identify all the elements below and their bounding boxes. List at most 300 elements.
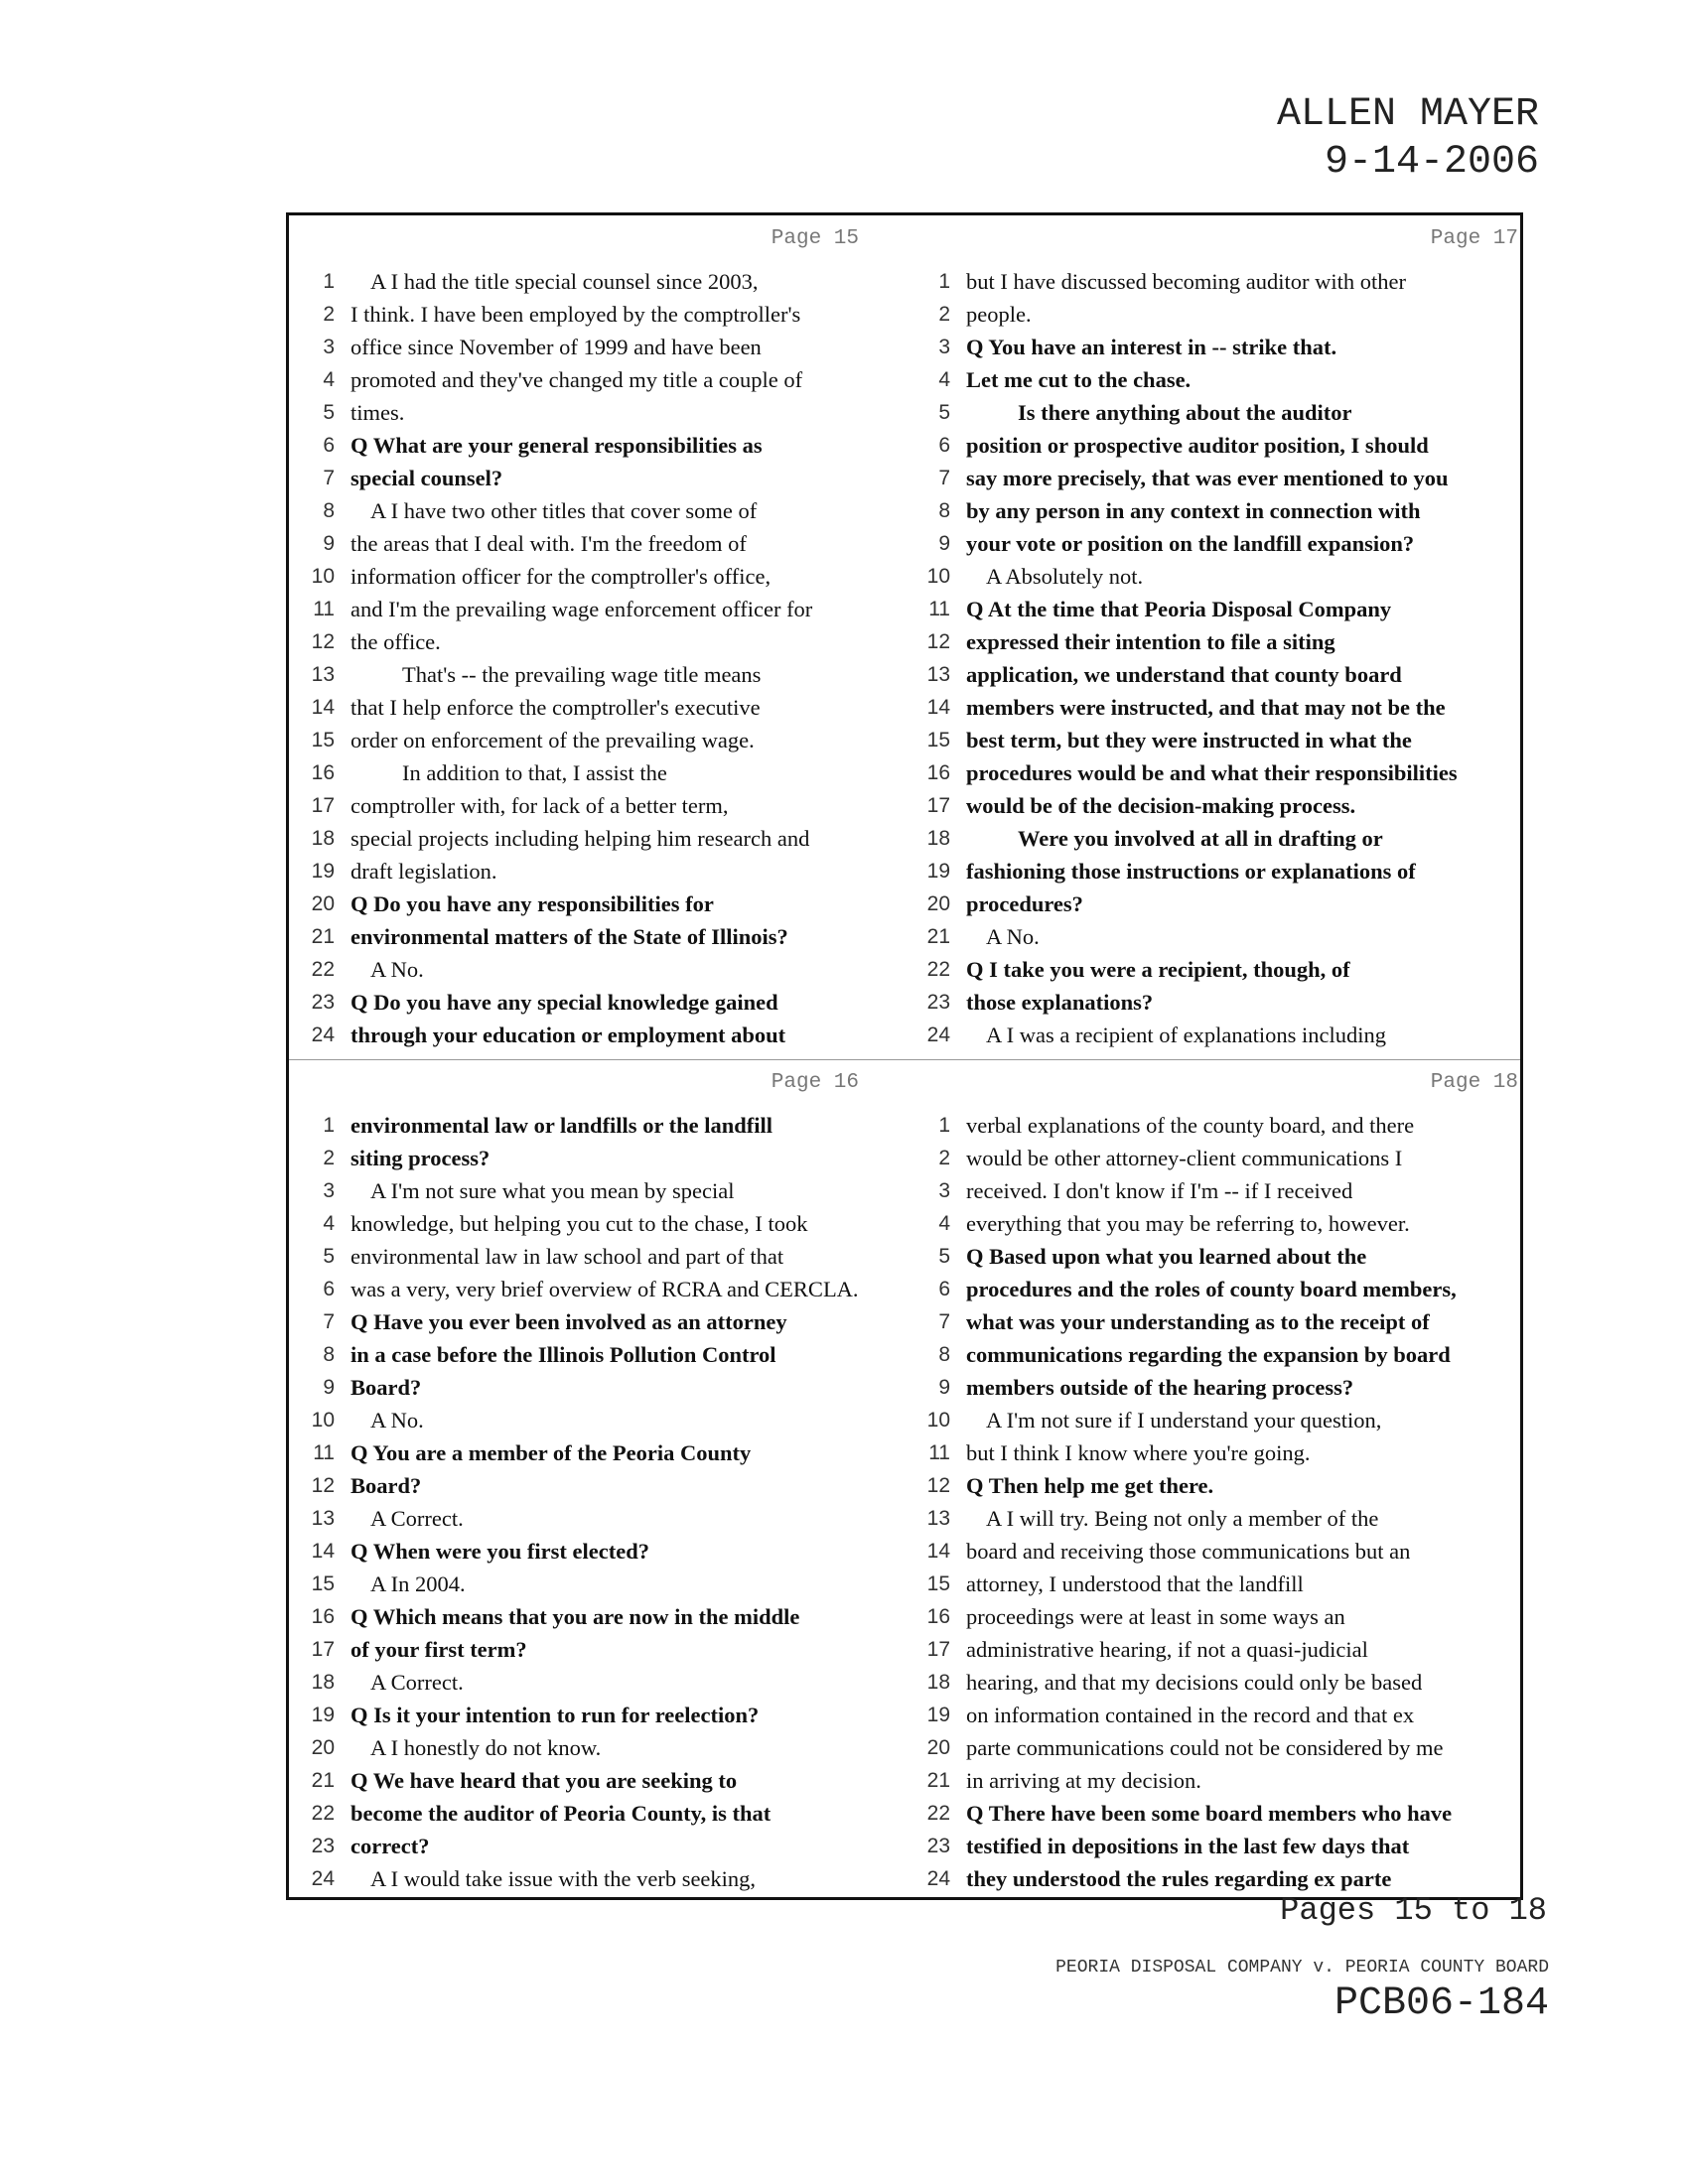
transcript-line — [911, 265, 1526, 298]
page-lines — [295, 1109, 911, 1895]
line-text: That's -- the prevailing wage title means — [402, 662, 762, 687]
line-text: everything that you may be referring to, however. — [966, 1211, 1410, 1236]
transcript-line — [911, 1797, 1526, 1830]
transcript-line — [295, 1273, 911, 1305]
transcript-page-16 — [295, 1065, 911, 1899]
line-number: 18 — [926, 1671, 950, 1694]
transcript-frame — [286, 212, 1523, 1900]
line-number: 1 — [323, 270, 335, 293]
line-text: A I would take issue with the verb seeking, — [370, 1866, 757, 1891]
transcript-line — [295, 756, 911, 789]
line-text: environmental law in law school and part of that — [351, 1244, 784, 1269]
case-caption: PEORIA DISPOSAL COMPANY v. PEORIA COUNTY BOARD — [1055, 1958, 1549, 1978]
transcript-line — [911, 298, 1526, 331]
transcript-line — [911, 1305, 1526, 1338]
line-text: A I honestly do not know. — [370, 1735, 602, 1760]
line-text: of your first term? — [351, 1637, 527, 1662]
line-number: 9 — [938, 532, 950, 555]
transcript-line — [295, 1207, 911, 1240]
line-text: In addition to that, I assist the — [402, 760, 667, 785]
line-number: 14 — [926, 1540, 950, 1563]
transcript-line — [911, 429, 1526, 462]
line-text: A Correct. — [370, 1506, 464, 1531]
line-number: 6 — [938, 434, 950, 457]
line-text: A I was a recipient of explanations including — [986, 1023, 1387, 1047]
transcript-line — [911, 1502, 1526, 1535]
line-number: 4 — [323, 1212, 335, 1235]
line-number: 16 — [311, 1605, 335, 1628]
line-text: times. — [351, 400, 405, 425]
transcript-line — [911, 986, 1526, 1019]
line-text: comptroller with, for lack of a better term, — [351, 793, 729, 818]
transcript-line — [295, 527, 911, 560]
line-number: 12 — [926, 630, 950, 653]
deposition-header — [1277, 91, 1539, 187]
line-text: Q You are a member of the Peoria County — [351, 1440, 752, 1465]
line-number: 5 — [323, 1245, 335, 1268]
line-text: received. I don't know if I'm -- if I received — [966, 1178, 1353, 1203]
transcript-line — [295, 953, 911, 986]
page-label: Page 15 — [771, 227, 859, 250]
transcript-line — [911, 1568, 1526, 1600]
transcript-line — [295, 625, 911, 658]
line-text: would be other attorney-client communications I — [966, 1146, 1403, 1170]
line-number: 2 — [938, 1147, 950, 1169]
line-text: knowledge, but helping you cut to the chase, I took — [351, 1211, 808, 1236]
line-number: 19 — [926, 860, 950, 883]
transcript-page-18 — [911, 1065, 1526, 1899]
line-text: on information contained in the record and that ex — [966, 1703, 1415, 1727]
line-text: and I'm the prevailing wage enforcement officer for — [351, 597, 813, 621]
transcript-line — [295, 724, 911, 756]
line-text: communications regarding the expansion by board — [966, 1342, 1451, 1367]
line-number: 2 — [323, 1147, 335, 1169]
transcript-line — [911, 1404, 1526, 1436]
transcript-line — [911, 724, 1526, 756]
line-number: 13 — [926, 663, 950, 686]
line-text: Q I take you were a recipient, though, of — [966, 957, 1350, 982]
line-number: 15 — [926, 729, 950, 751]
line-text: A Absolutely not. — [986, 564, 1144, 589]
transcript-line — [295, 1633, 911, 1666]
line-text: Q Do you have any special knowledge gained — [351, 990, 778, 1015]
transcript-line — [911, 593, 1526, 625]
transcript-line — [911, 1830, 1526, 1862]
line-number: 21 — [311, 925, 335, 948]
line-text: Board? — [351, 1375, 422, 1400]
line-number: 10 — [926, 565, 950, 588]
line-number: 19 — [311, 860, 335, 883]
line-number: 10 — [311, 565, 335, 588]
line-number: 6 — [323, 434, 335, 457]
line-number: 1 — [938, 1114, 950, 1137]
line-text: A No. — [986, 924, 1040, 949]
transcript-line — [295, 1019, 911, 1051]
line-number: 17 — [926, 1638, 950, 1661]
line-number: 24 — [311, 1024, 335, 1046]
line-text: the areas that I deal with. I'm the freedom of — [351, 531, 747, 556]
transcript-line — [295, 1502, 911, 1535]
transcript-line — [295, 1568, 911, 1600]
transcript-line — [295, 429, 911, 462]
line-text: promoted and they've changed my title a couple of — [351, 367, 803, 392]
page-range: Pages 15 to 18 — [1280, 1892, 1547, 1929]
transcript-line — [911, 1600, 1526, 1633]
line-text: special projects including helping him research and — [351, 826, 810, 851]
line-number: 11 — [313, 598, 335, 620]
transcript-line — [911, 691, 1526, 724]
line-number: 13 — [311, 663, 335, 686]
transcript-line — [295, 1797, 911, 1830]
line-number: 20 — [311, 892, 335, 915]
line-number: 3 — [323, 336, 335, 358]
line-text: verbal explanations of the county board, and there — [966, 1113, 1415, 1138]
line-text: board and receiving those communications but an — [966, 1539, 1411, 1564]
transcript-line — [295, 494, 911, 527]
transcript-line — [911, 756, 1526, 789]
line-number: 3 — [938, 1179, 950, 1202]
line-number: 16 — [926, 1605, 950, 1628]
line-number: 7 — [938, 1310, 950, 1333]
line-number: 13 — [926, 1507, 950, 1530]
line-number: 14 — [311, 1540, 335, 1563]
transcript-line — [911, 1666, 1526, 1699]
transcript-line — [911, 1535, 1526, 1568]
line-number: 8 — [323, 499, 335, 522]
transcript-line — [295, 986, 911, 1019]
transcript-line — [911, 462, 1526, 494]
line-text: I think. I have been employed by the comptroller's — [351, 302, 801, 327]
line-number: 10 — [311, 1409, 335, 1432]
transcript-line — [295, 396, 911, 429]
line-text: A No. — [370, 1408, 424, 1433]
line-number: 11 — [928, 598, 950, 620]
transcript-page-15 — [295, 221, 911, 1055]
transcript-line — [295, 1240, 911, 1273]
line-text: Q Which means that you are now in the middle — [351, 1604, 800, 1629]
line-text: was a very, very brief overview of RCRA and CERCLA. — [351, 1277, 859, 1301]
page-lines — [911, 265, 1526, 1051]
line-text: Q We have heard that you are seeking to — [351, 1768, 738, 1793]
line-text: Board? — [351, 1473, 422, 1498]
line-number: 4 — [938, 368, 950, 391]
line-number: 11 — [928, 1441, 950, 1464]
line-number: 12 — [926, 1474, 950, 1497]
line-text: Were you involved at all in drafting or — [1018, 826, 1383, 851]
line-number: 9 — [323, 1376, 335, 1399]
line-number: 4 — [938, 1212, 950, 1235]
transcript-line — [295, 1436, 911, 1469]
transcript-line — [911, 1174, 1526, 1207]
transcript-line — [295, 1469, 911, 1502]
line-text: say more precisely, that was ever mentioned to you — [966, 466, 1449, 490]
line-number: 22 — [311, 958, 335, 981]
line-number: 20 — [926, 1736, 950, 1759]
line-number: 21 — [926, 1769, 950, 1792]
line-text: what was your understanding as to the receipt of — [966, 1309, 1430, 1334]
line-text: A I have two other titles that cover some of — [370, 498, 758, 523]
line-text: parte communications could not be considered by me — [966, 1735, 1444, 1760]
line-number: 4 — [323, 368, 335, 391]
line-number: 8 — [323, 1343, 335, 1366]
line-number: 6 — [938, 1278, 950, 1300]
line-text: members outside of the hearing process? — [966, 1375, 1354, 1400]
line-text: they understood the rules regarding ex parte — [966, 1866, 1392, 1891]
line-text: A I will try. Being not only a member of the — [986, 1506, 1379, 1531]
line-text: those explanations? — [966, 990, 1154, 1015]
transcript-line — [295, 1371, 911, 1404]
docket-number: PCB06-184 — [1333, 1981, 1549, 2026]
line-text: A In 2004. — [370, 1571, 466, 1596]
line-number: 20 — [926, 892, 950, 915]
line-number: 15 — [311, 729, 335, 751]
line-number: 17 — [926, 794, 950, 817]
transcript-line — [911, 1273, 1526, 1305]
deposition-date: 9-14-2006 — [1324, 140, 1539, 185]
line-text: procedures? — [966, 891, 1083, 916]
line-number: 23 — [311, 1835, 335, 1857]
line-text: A Correct. — [370, 1670, 464, 1695]
transcript-line — [911, 1731, 1526, 1764]
transcript-line — [911, 1699, 1526, 1731]
transcript-page-17 — [911, 221, 1526, 1055]
transcript-line — [295, 1404, 911, 1436]
line-text: but I think I know where you're going. — [966, 1440, 1311, 1465]
line-number: 14 — [926, 696, 950, 719]
line-number: 8 — [938, 499, 950, 522]
transcript-line — [295, 363, 911, 396]
line-number: 5 — [323, 401, 335, 424]
line-text: Q There have been some board members who have — [966, 1801, 1453, 1826]
line-text: environmental matters of the State of Illinois? — [351, 924, 788, 949]
transcript-line — [911, 527, 1526, 560]
transcript-line — [295, 658, 911, 691]
transcript-line — [911, 1338, 1526, 1371]
transcript-line — [911, 1240, 1526, 1273]
line-text: in arriving at my decision. — [966, 1768, 1201, 1793]
line-text: become the auditor of Peoria County, is that — [351, 1801, 772, 1826]
page-label: Page 18 — [1430, 1071, 1518, 1094]
line-number: 19 — [311, 1704, 335, 1726]
line-text: Q At the time that Peoria Disposal Company — [966, 597, 1392, 621]
transcript-line — [295, 1600, 911, 1633]
line-number: 12 — [311, 630, 335, 653]
line-text: that I help enforce the comptroller's executive — [351, 695, 761, 720]
line-text: environmental law or landfills or the landfill — [351, 1113, 773, 1138]
transcript-line — [911, 625, 1526, 658]
transcript-line — [911, 1633, 1526, 1666]
line-number: 10 — [926, 1409, 950, 1432]
line-text: Let me cut to the chase. — [966, 367, 1192, 392]
line-number: 22 — [926, 958, 950, 981]
line-number: 18 — [311, 1671, 335, 1694]
line-number: 7 — [323, 1310, 335, 1333]
transcript-line — [295, 265, 911, 298]
line-text: siting process? — [351, 1146, 491, 1170]
line-number: 13 — [311, 1507, 335, 1530]
line-number: 23 — [311, 991, 335, 1014]
line-number: 8 — [938, 1343, 950, 1366]
line-text: order on enforcement of the prevailing wage. — [351, 728, 755, 752]
transcript-line — [911, 396, 1526, 429]
line-text: Q Do you have any responsibilities for — [351, 891, 714, 916]
line-number: 18 — [926, 827, 950, 850]
transcript-line — [911, 1764, 1526, 1797]
transcript-line — [295, 1305, 911, 1338]
transcript-line — [911, 494, 1526, 527]
transcript-line — [295, 560, 911, 593]
line-text: A I had the title special counsel since 2003, — [370, 269, 759, 294]
line-text: procedures and the roles of county board members, — [966, 1277, 1457, 1301]
line-number: 17 — [311, 794, 335, 817]
transcript-line — [911, 1207, 1526, 1240]
page-lines — [295, 265, 911, 1051]
transcript-line — [295, 462, 911, 494]
line-text: the office. — [351, 629, 441, 654]
line-number: 16 — [311, 761, 335, 784]
transcript-line — [295, 1142, 911, 1174]
line-number: 21 — [311, 1769, 335, 1792]
line-number: 12 — [311, 1474, 335, 1497]
transcript-line — [295, 1699, 911, 1731]
line-text: proceedings were at least in some ways an — [966, 1604, 1345, 1629]
transcript-line — [911, 363, 1526, 396]
line-text: attorney, I understood that the landfill — [966, 1571, 1304, 1596]
line-number: 5 — [938, 1245, 950, 1268]
transcript-line — [911, 855, 1526, 887]
line-number: 11 — [313, 1441, 335, 1464]
line-text: procedures would be and what their responsibilities — [966, 760, 1458, 785]
line-number: 14 — [311, 696, 335, 719]
page-label: Page 17 — [1430, 227, 1518, 250]
transcript-line — [295, 1830, 911, 1862]
page-lines — [911, 1109, 1526, 1895]
line-text: Q What are your general responsibilities as — [351, 433, 763, 458]
line-number: 1 — [938, 270, 950, 293]
transcript-line — [295, 331, 911, 363]
line-number: 2 — [938, 303, 950, 326]
line-text: would be of the decision-making process. — [966, 793, 1356, 818]
line-number: 18 — [311, 827, 335, 850]
transcript-line — [295, 298, 911, 331]
transcript-line — [295, 1862, 911, 1895]
line-number: 19 — [926, 1704, 950, 1726]
transcript-line — [911, 1142, 1526, 1174]
line-text: but I have discussed becoming auditor with other — [966, 269, 1407, 294]
transcript-line — [295, 691, 911, 724]
line-text: by any person in any context in connection with — [966, 498, 1421, 523]
line-text: correct? — [351, 1834, 430, 1858]
line-number: 1 — [323, 1114, 335, 1137]
line-number: 24 — [926, 1024, 950, 1046]
transcript-line — [295, 920, 911, 953]
transcript-line — [911, 1109, 1526, 1142]
page-label: Page 16 — [771, 1071, 859, 1094]
deponent-name: ALLEN MAYER — [1276, 92, 1539, 137]
line-number: 6 — [323, 1278, 335, 1300]
line-number: 23 — [926, 991, 950, 1014]
line-text: people. — [966, 302, 1032, 327]
line-number: 21 — [926, 925, 950, 948]
line-number: 9 — [938, 1376, 950, 1399]
transcript-line — [911, 920, 1526, 953]
transcript-line — [911, 822, 1526, 855]
line-number: 24 — [926, 1867, 950, 1890]
line-number: 17 — [311, 1638, 335, 1661]
transcript-line — [295, 593, 911, 625]
transcript-line — [295, 822, 911, 855]
line-number: 2 — [323, 303, 335, 326]
transcript-line — [295, 1764, 911, 1797]
transcript-line — [295, 789, 911, 822]
page-divider — [289, 1059, 1520, 1060]
transcript-line — [295, 1666, 911, 1699]
line-number: 20 — [311, 1736, 335, 1759]
line-text: A I'm not sure what you mean by special — [370, 1178, 735, 1203]
line-text: Q You have an interest in -- strike that. — [966, 335, 1337, 359]
line-text: A No. — [370, 957, 424, 982]
line-text: hearing, and that my decisions could only be based — [966, 1670, 1423, 1695]
line-number: 5 — [938, 401, 950, 424]
transcript-line — [911, 1019, 1526, 1051]
line-text: testified in depositions in the last few days that — [966, 1834, 1410, 1858]
line-number: 15 — [926, 1572, 950, 1595]
line-text: Q Have you ever been involved as an attorney — [351, 1309, 787, 1334]
line-number: 15 — [311, 1572, 335, 1595]
transcript-line — [295, 1338, 911, 1371]
line-text: best term, but they were instructed in what the — [966, 728, 1412, 752]
line-text: position or prospective auditor position, I should — [966, 433, 1429, 458]
transcript-line — [911, 789, 1526, 822]
transcript-line — [295, 1174, 911, 1207]
line-text: Q When were you first elected? — [351, 1539, 649, 1564]
transcript-line — [911, 1371, 1526, 1404]
transcript-line — [295, 1731, 911, 1764]
transcript-line — [295, 855, 911, 887]
transcript-line — [911, 331, 1526, 363]
transcript-line — [911, 1862, 1526, 1895]
line-number: 24 — [311, 1867, 335, 1890]
line-text: application, we understand that county board — [966, 662, 1402, 687]
line-number: 23 — [926, 1835, 950, 1857]
line-text: fashioning those instructions or explanations of — [966, 859, 1416, 884]
transcript-line — [295, 887, 911, 920]
line-text: your vote or position on the landfill expansion? — [966, 531, 1415, 556]
transcript-line — [911, 887, 1526, 920]
line-text: office since November of 1999 and have been — [351, 335, 762, 359]
line-text: Q Based upon what you learned about the — [966, 1244, 1367, 1269]
line-text: A I'm not sure if I understand your question, — [986, 1408, 1382, 1433]
line-number: 3 — [323, 1179, 335, 1202]
transcript-line — [911, 560, 1526, 593]
line-text: Is there anything about the auditor — [1018, 400, 1352, 425]
line-text: Q Is it your intention to run for reelection? — [351, 1703, 760, 1727]
transcript-line — [295, 1535, 911, 1568]
line-number: 3 — [938, 336, 950, 358]
line-text: expressed their intention to file a siting — [966, 629, 1335, 654]
line-number: 16 — [926, 761, 950, 784]
transcript-line — [911, 1469, 1526, 1502]
line-number: 22 — [311, 1802, 335, 1825]
line-number: 7 — [323, 467, 335, 489]
line-text: special counsel? — [351, 466, 503, 490]
line-number: 22 — [926, 1802, 950, 1825]
line-text: information officer for the comptroller's office, — [351, 564, 772, 589]
transcript-line — [911, 1436, 1526, 1469]
line-number: 9 — [323, 532, 335, 555]
line-text: Q Then help me get there. — [966, 1473, 1214, 1498]
transcript-line — [911, 953, 1526, 986]
